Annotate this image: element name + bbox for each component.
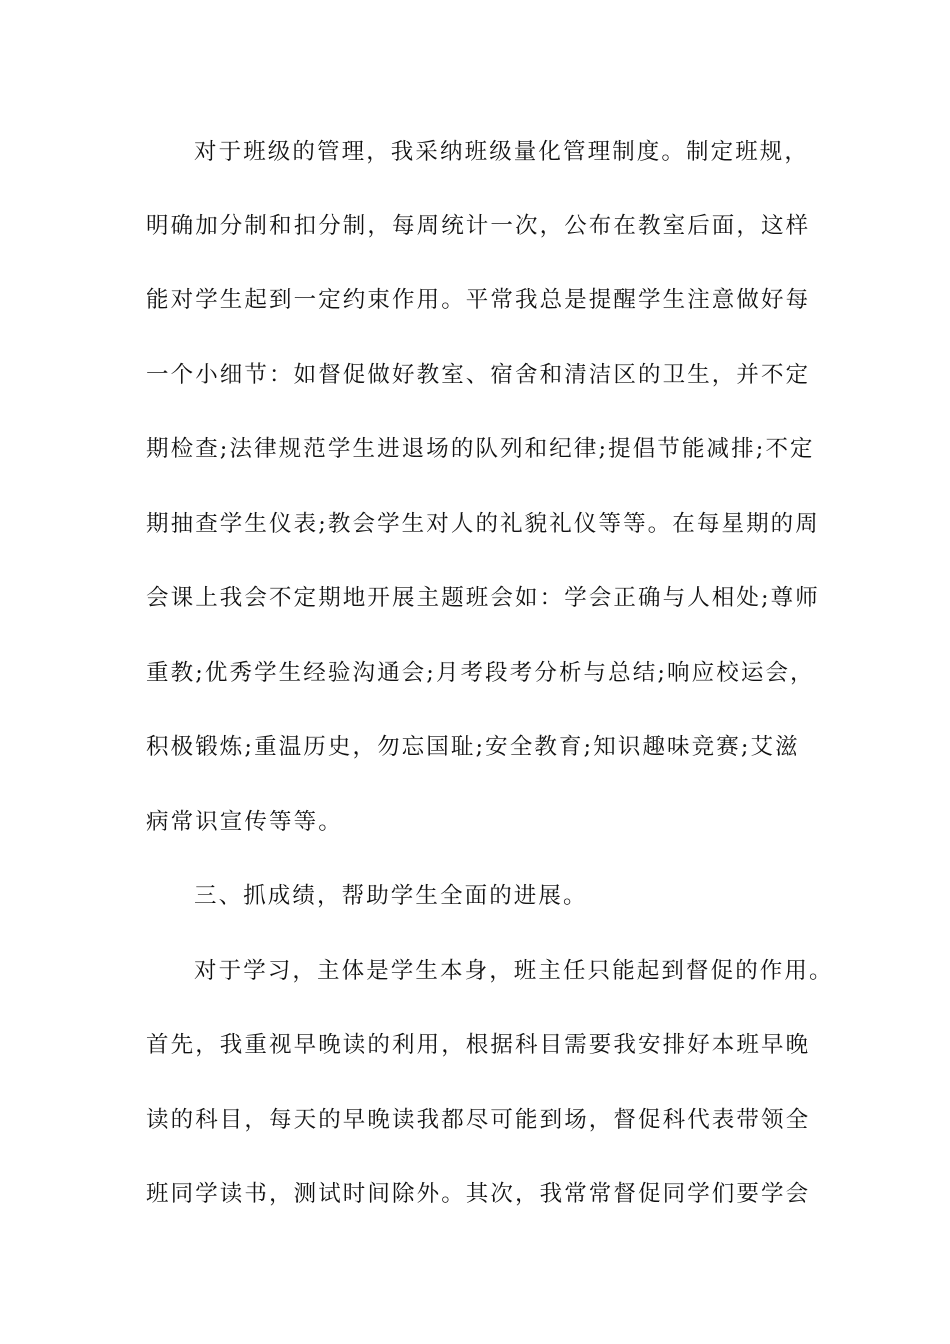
text-line-2: 明确加分制和扣分制，每周统计一次，公布在教室后面，这样: [146, 213, 811, 239]
text-line-10: 病常识宣传等等。: [146, 809, 343, 835]
text-line-12: 对于学习，主体是学生本身，班主任只能起到督促的作用。: [194, 958, 834, 984]
text-line-9: 积极锻炼;重温历史，勿忘国耻;安全教育;知识趣味竞赛;艾滋: [146, 734, 800, 760]
text-line-1: 对于班级的管理，我采纳班级量化管理制度。制定班规，: [194, 139, 810, 165]
text-line-3: 能对学生起到一定约束作用。平常我总是提醒学生注意做好每: [146, 287, 811, 313]
text-line-14: 读的科目，每天的早晚读我都尽可能到场，督促科代表带领全: [146, 1107, 811, 1133]
text-line-8: 重教;优秀学生经验沟通会;月考段考分析与总结;响应校运会，: [146, 660, 815, 686]
section-heading: 三、抓成绩，帮助学生全面的进展。: [194, 883, 588, 909]
text-line-7: 会课上我会不定期地开展主题班会如：学会正确与人相处;尊师: [146, 585, 820, 611]
text-line-15: 班同学读书，测试时间除外。其次，我常常督促同学们要学会: [146, 1181, 811, 1207]
text-line-6: 期抽查学生仪表;教会学生对人的礼貌礼仪等等。在每星期的周: [146, 511, 820, 537]
text-line-5: 期检查;法律规范学生进退场的队列和纪律;提倡节能减排;不定: [146, 436, 815, 462]
text-line-4: 一个小细节：如督促做好教室、宿舍和清洁区的卫生，并不定: [146, 362, 811, 388]
text-line-13: 首先，我重视早晚读的利用，根据科目需要我安排好本班早晚: [146, 1032, 811, 1058]
